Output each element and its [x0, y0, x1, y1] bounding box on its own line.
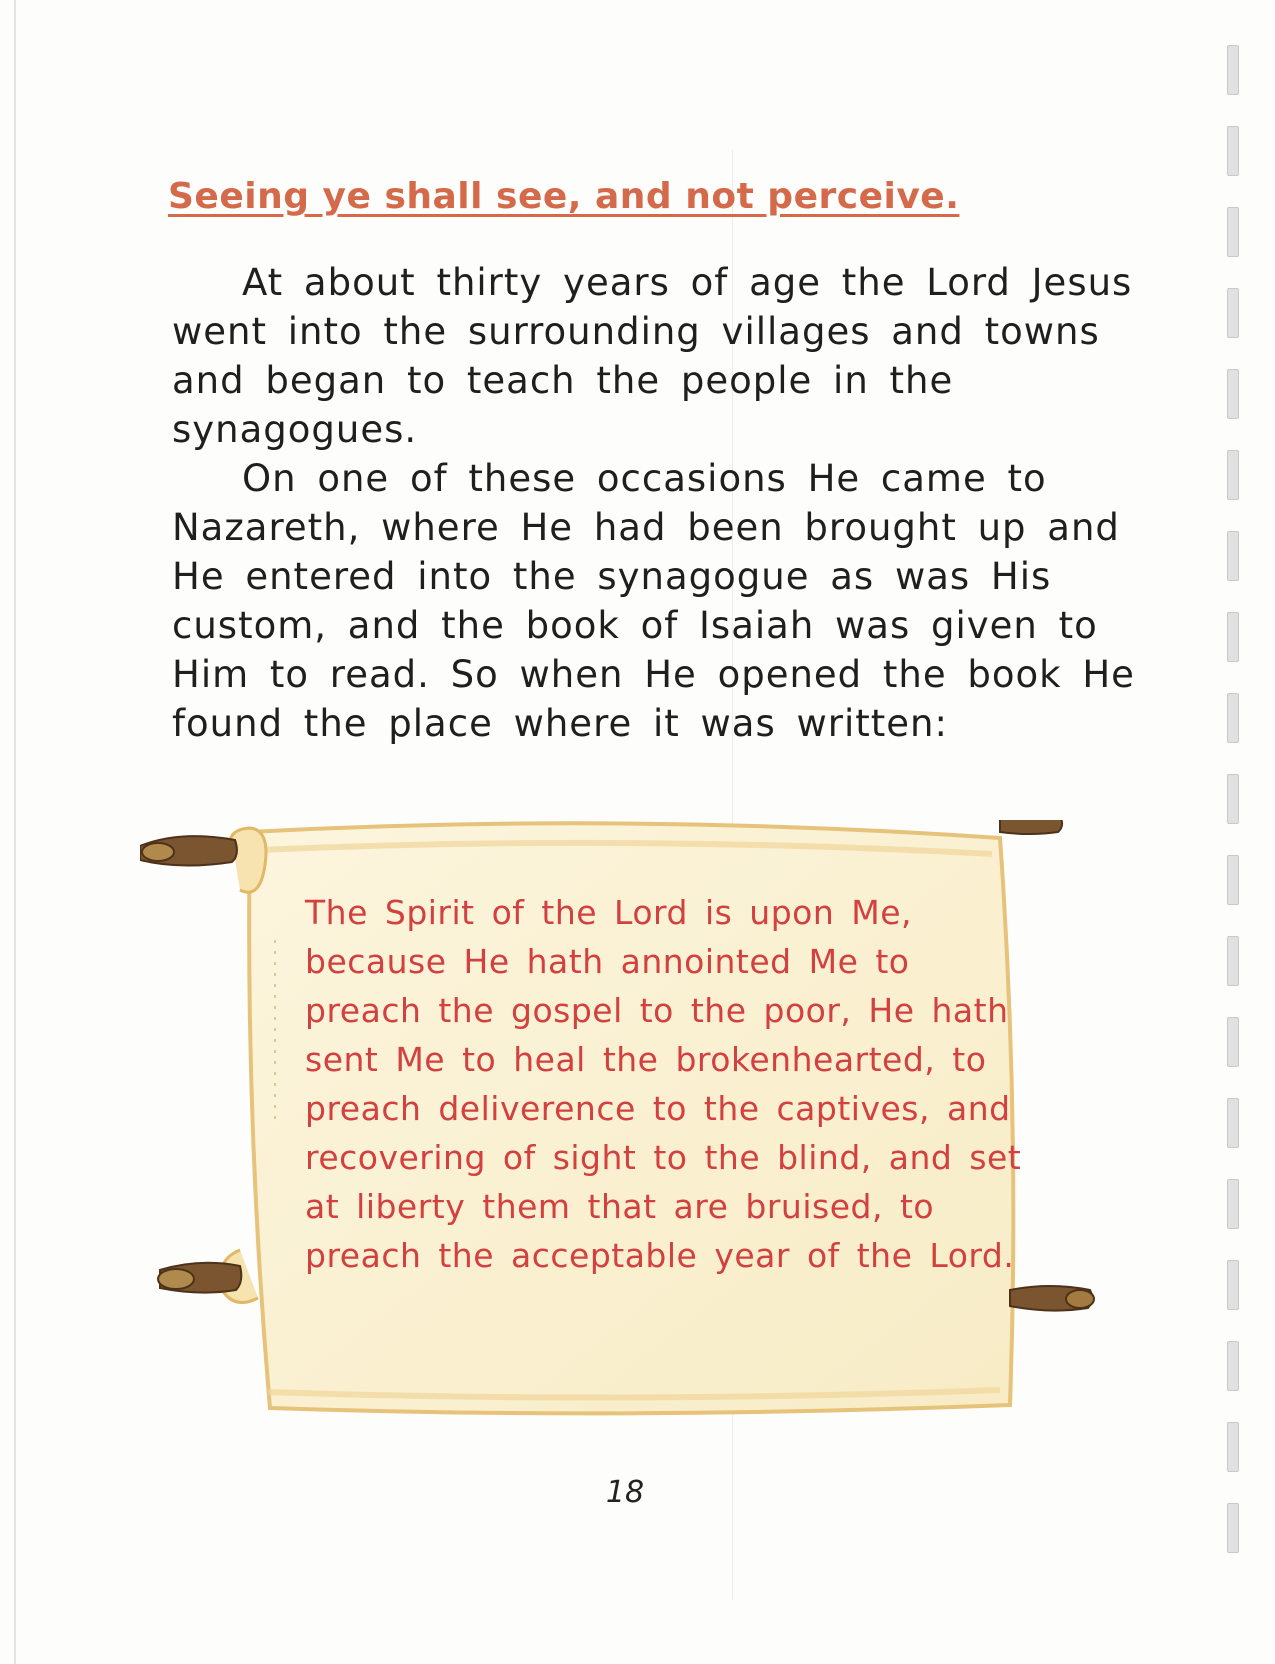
page-title: Seeing ye shall see, and not perceive. — [168, 176, 960, 217]
binding-hole — [1227, 936, 1239, 986]
page-left-edge — [14, 0, 16, 1664]
binding-hole — [1227, 774, 1239, 824]
binding-hole — [1227, 1179, 1239, 1229]
body-paragraph-2: On one of these occasions He came to Nazareth, where He had been brought up and He entered into the synagogue as was His custom, and the book of Isaiah was given to Him to read. So when He opened the book He found the place where it was written: — [172, 457, 1135, 745]
binding-hole — [1227, 369, 1239, 419]
body-paragraph-1: At about thirty years of age the Lord Jesus went into the surrounding villages and towns and began to teach the people in the synagogues. — [172, 261, 1133, 451]
binding-hole — [1227, 288, 1239, 338]
binding-hole — [1227, 855, 1239, 905]
page-number: 18 — [605, 1475, 645, 1510]
binding-hole — [1227, 1260, 1239, 1310]
binding-hole — [1227, 207, 1239, 257]
binding-hole — [1227, 1422, 1239, 1472]
binding-hole — [1227, 45, 1239, 95]
binding-hole — [1227, 450, 1239, 500]
binding-hole — [1227, 1017, 1239, 1067]
scroll-quote: The Spirit of the Lord is upon Me, because He hath annointed Me to preach the gospel to the poor, He hath sent Me to heal the brokenhearted, to preach deliverence to the captives, and recovering of sight to the blind, and set at liberty them that are bruised, to preach the acceptable year of the Lord. — [305, 893, 1022, 1275]
binding-hole — [1227, 531, 1239, 581]
binding-hole — [1227, 612, 1239, 662]
binding-hole — [1227, 1341, 1239, 1391]
binding-hole — [1227, 126, 1239, 176]
binding-hole — [1227, 693, 1239, 743]
binding-hole — [1227, 1503, 1239, 1553]
binding-hole — [1227, 1098, 1239, 1148]
body-text — [172, 258, 1142, 748]
spiral-binding — [1227, 45, 1239, 1645]
